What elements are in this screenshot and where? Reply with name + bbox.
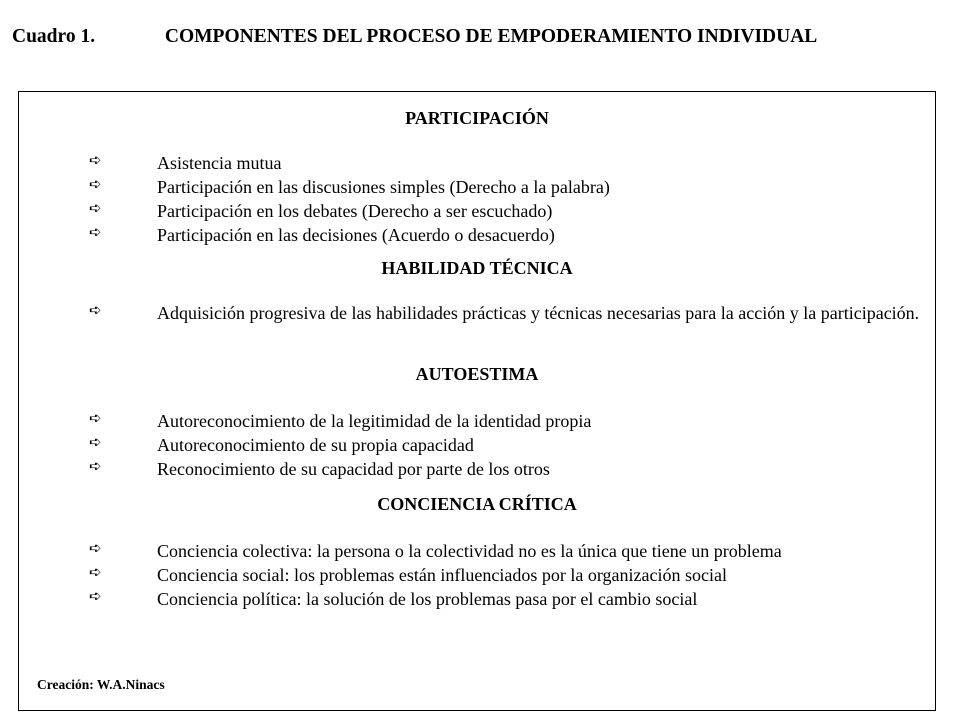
document-title (12, 26, 948, 48)
table-number-label: Cuadro 1. (12, 26, 96, 47)
list-item-text: Autoreconocimiento de la legitimidad de la identidad propia (157, 411, 592, 431)
list-item-text: Participación en los debates (Derecho a ser escuchado) (157, 201, 553, 221)
arrow-bullet-icon: ➪ (89, 151, 102, 169)
arrow-bullet-icon: ➪ (89, 301, 102, 319)
credit-line: Creación: W.A.Ninacs (37, 677, 165, 692)
arrow-bullet-icon: ➪ (89, 409, 102, 427)
arrow-bullet-icon: ➪ (89, 457, 102, 475)
list-item-text: Conciencia política: la solución de los problemas pasa por el cambio social (157, 589, 698, 609)
arrow-bullet-icon: ➪ (89, 223, 102, 241)
arrow-bullet-icon: ➪ (89, 175, 102, 193)
section-heading-habilidad-tecnica: HABILIDAD TÉCNICA (381, 258, 573, 278)
arrow-bullet-icon: ➪ (89, 199, 102, 217)
arrow-bullet-icon: ➪ (89, 587, 102, 605)
section-heading-conciencia-critica: CONCIENCIA CRÍTICA (377, 494, 577, 514)
list-item-text: Conciencia social: los problemas están influenciados por la organización social (157, 565, 727, 585)
content-frame (18, 91, 936, 711)
list-item-text: Adquisición progresiva de las habilidades prácticas y técnicas necesarias para la acción y la participación. (157, 303, 920, 323)
list-item-text: Participación en las decisiones (Acuerdo o desacuerdo) (157, 225, 555, 245)
table-title-text: COMPONENTES DEL PROCESO DE EMPODERAMIENTO INDIVIDUAL (164, 26, 818, 47)
arrow-bullet-icon: ➪ (89, 563, 102, 581)
arrow-bullet-icon: ➪ (89, 539, 102, 557)
list-item-text: Reconocimiento de su capacidad por parte de los otros (157, 459, 550, 479)
list-item-text: Participación en las discusiones simples (Derecho a la palabra) (157, 177, 610, 197)
arrow-bullet-icon: ➪ (89, 433, 102, 451)
section-heading-autoestima: AUTOESTIMA (415, 364, 539, 384)
list-item-text: Asistencia mutua (157, 153, 282, 173)
section-heading-participacion: PARTICIPACIÓN (405, 108, 549, 128)
list-item-text: Autoreconocimiento de su propia capacidad (157, 435, 474, 455)
list-item-text: Conciencia colectiva: la persona o la colectividad no es la única que tiene un problema (157, 541, 782, 561)
